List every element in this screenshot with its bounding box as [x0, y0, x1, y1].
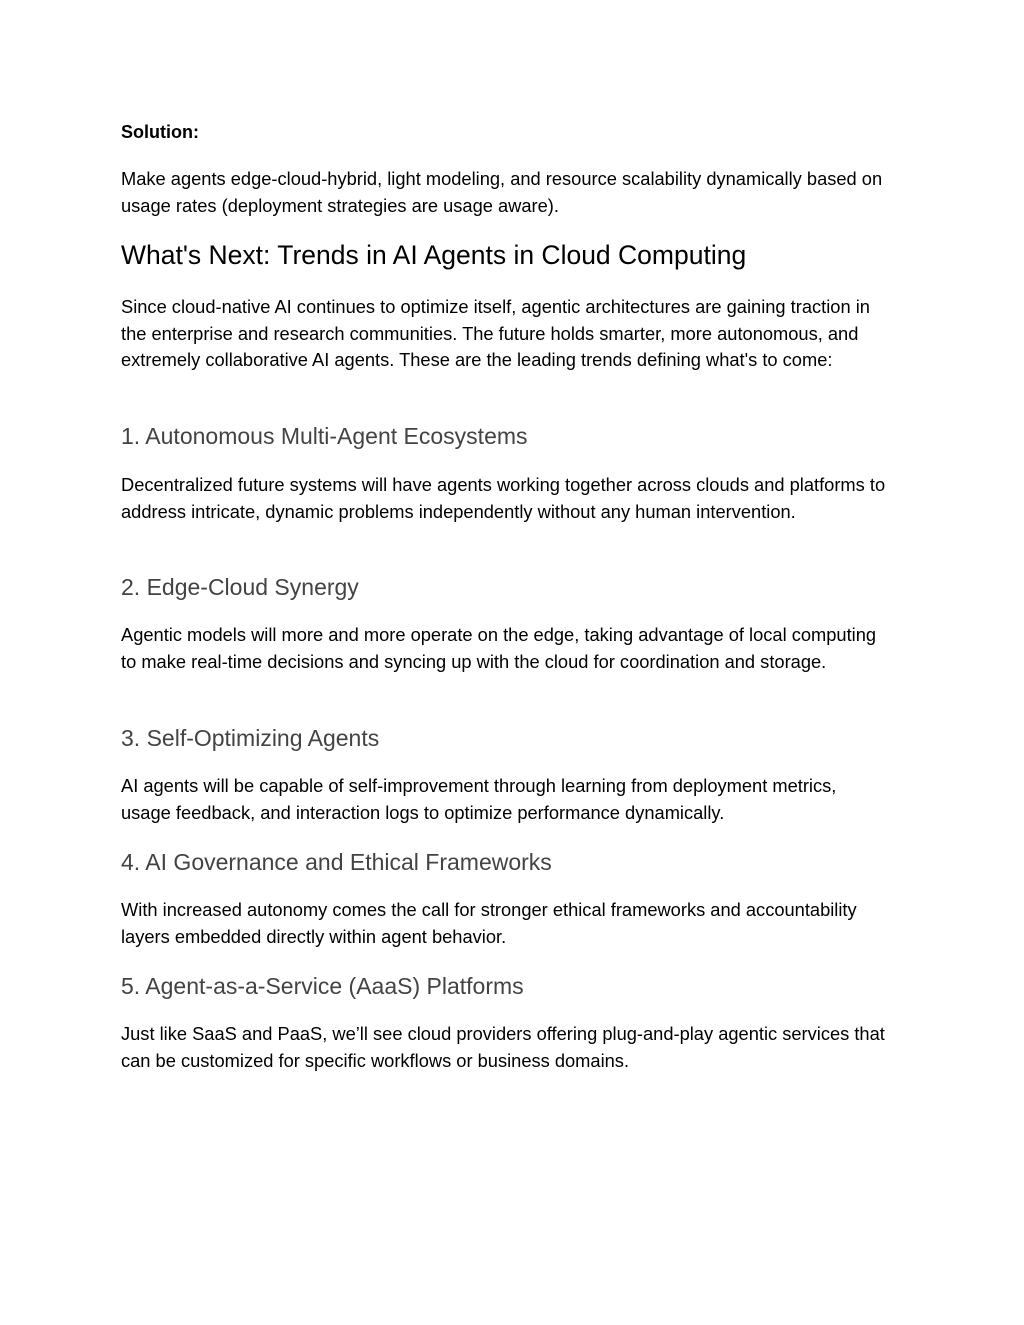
trend-paragraph-3: AI agents will be capable of self-improvement through learning from deployment metrics, usage feedback, and interaction logs to optimize performance dynamically.: [121, 775, 837, 823]
trend-paragraph-2: Agentic models will more and more operate on the edge, taking advantage of local computing to make real-time decisions and syncing up with the cloud for coordination and storage.: [121, 624, 877, 672]
section-intro-paragraph: Since cloud-native AI continues to optimize itself, agentic architectures are gaining traction in the enterprise and research communities. The future holds smarter, more autonomous, and extremely collaborative AI agents. These are the leading trends defining what's to come:: [121, 296, 870, 371]
trend-heading-3: 3. Self-Optimizing Agents: [121, 725, 380, 751]
trend-paragraph-5: Just like SaaS and PaaS, we’ll see cloud providers offering plug-and-play agentic services that can be customized for specific workflows or business domains.: [121, 1023, 885, 1071]
trend-heading-1: 1. Autonomous Multi-Agent Ecosystems: [121, 423, 528, 449]
trend-heading-2: 2. Edge-Cloud Synergy: [121, 574, 359, 600]
section-heading: What's Next: Trends in AI Agents in Cloud Computing: [121, 240, 747, 270]
trend-paragraph-4: With increased autonomy comes the call for stronger ethical frameworks and accountability layers embedded directly within agent behavior.: [121, 899, 857, 947]
trend-paragraph-1: Decentralized future systems will have agents working together across clouds and platforms to address intricate, dynamic problems independently without any human intervention.: [121, 474, 886, 522]
trend-heading-5: 5. Agent-as-a-Service (AaaS) Platforms: [121, 973, 524, 999]
solution-label: Solution:: [121, 122, 199, 142]
trend-heading-4: 4. AI Governance and Ethical Frameworks: [121, 849, 552, 875]
solution-paragraph: Make agents edge-cloud-hybrid, light modeling, and resource scalability dynamically based on usage rates (deployment strategies are usage aware).: [121, 168, 883, 216]
